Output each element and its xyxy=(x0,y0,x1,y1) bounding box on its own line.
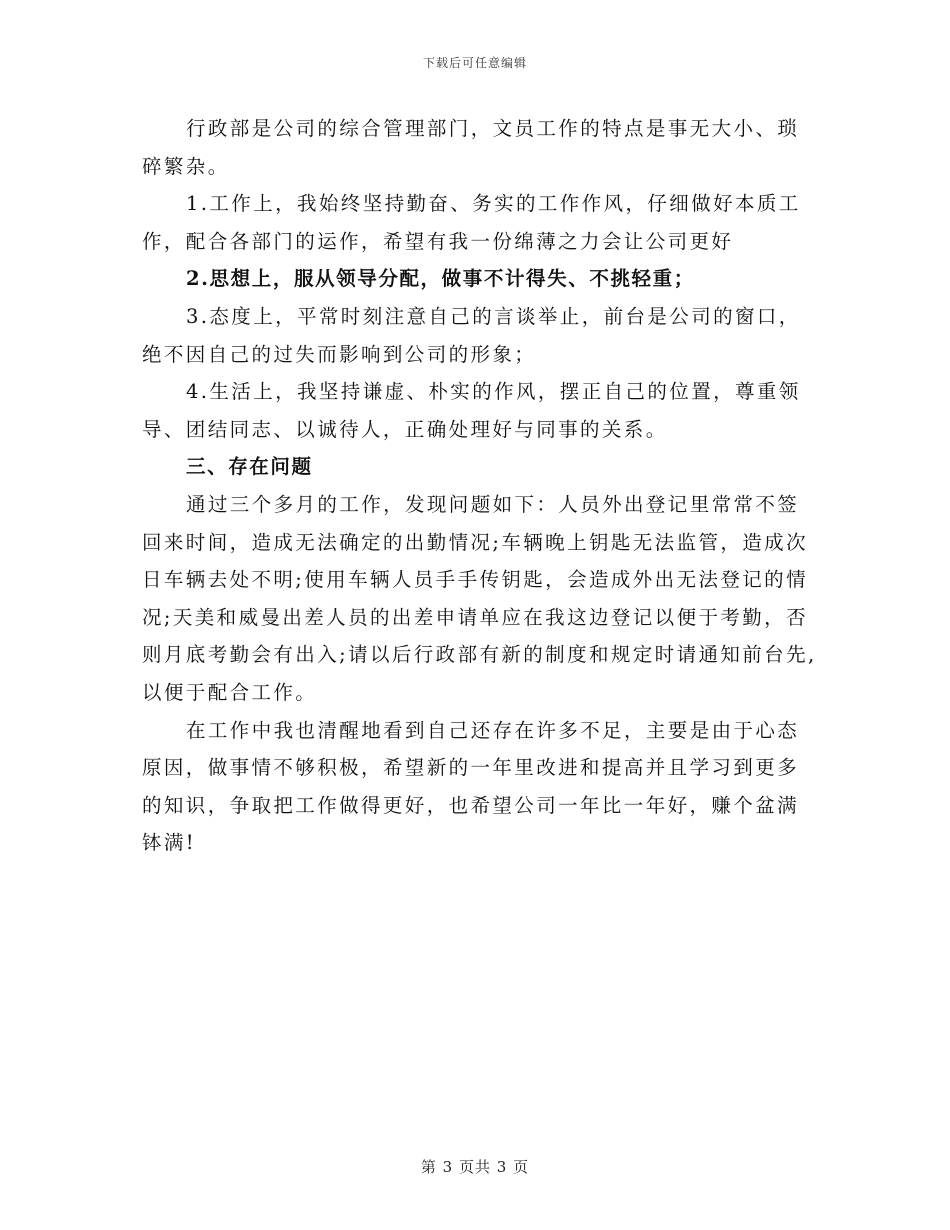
paragraph-line: 作，配合各部门的运作，希望有我一份绵薄之力会让公司更好 xyxy=(142,229,734,253)
page-header-note: 下载后可任意编辑 xyxy=(422,56,527,70)
paragraph-line: 在工作中我也清醒地看到自己还存在许多不足，主要是由于心态 xyxy=(186,718,800,742)
page-number-footer: 第 3 页共 3 页 xyxy=(420,1158,530,1176)
paragraph-line: 钵满! xyxy=(142,831,197,855)
paragraph-line: 以便于配合工作。 xyxy=(142,680,318,704)
paragraph-line: 的知识，争取把工作做得更好，也希望公司一年比一年好，赚个盆满 xyxy=(142,793,800,817)
paragraph-line: 况;天美和威曼出差人员的出差申请单应在我这边登记以便于考勤，否 xyxy=(142,605,808,629)
paragraph-line: 回来时间，造成无法确定的出勤情况;车辆晚上钥匙无法监管，造成次 xyxy=(142,530,808,554)
section-heading-problems: 三、存在问题 xyxy=(186,455,313,479)
list-item-work: 1.工作上，我始终坚持勤奋、务实的工作作风，仔细做好本质工 xyxy=(186,192,801,216)
paragraph-line: 绝不因自己的过失而影响到公司的形象； xyxy=(142,342,537,366)
paragraph-line: 则月底考勤会有出入;请以后行政部有新的制度和规定时请通知前台先, xyxy=(142,643,817,667)
paragraph-line: 日车辆去处不明;使用车辆人员手手传钥匙，会造成外出无法登记的情 xyxy=(142,568,808,592)
list-item-life: 4.生活上，我坚持谦虚、朴实的作风，摆正自己的位置，尊重领 xyxy=(186,380,801,404)
paragraph-line: 通过三个多月的工作，发现问题如下：人员外出登记里常常不签 xyxy=(186,492,800,516)
paragraph-line: 碎繁杂。 xyxy=(142,154,230,178)
paragraph-line: 导、团结同志、以诚待人，正确处理好与同事的关系。 xyxy=(142,417,668,441)
paragraph-line: 原因，做事情不够积极，希望新的一年里改进和提高并且学习到更多 xyxy=(142,756,800,780)
document-body xyxy=(142,110,817,862)
list-item-thinking: 2.思想上，服从领导分配，做事不计得失、不挑轻重； xyxy=(186,267,695,291)
list-item-attitude: 3.态度上，平常时刻注意自己的言谈举止，前台是公司的窗口， xyxy=(186,304,801,328)
paragraph-line: 行政部是公司的综合管理部门，文员工作的特点是事无大小、琐 xyxy=(186,117,800,140)
